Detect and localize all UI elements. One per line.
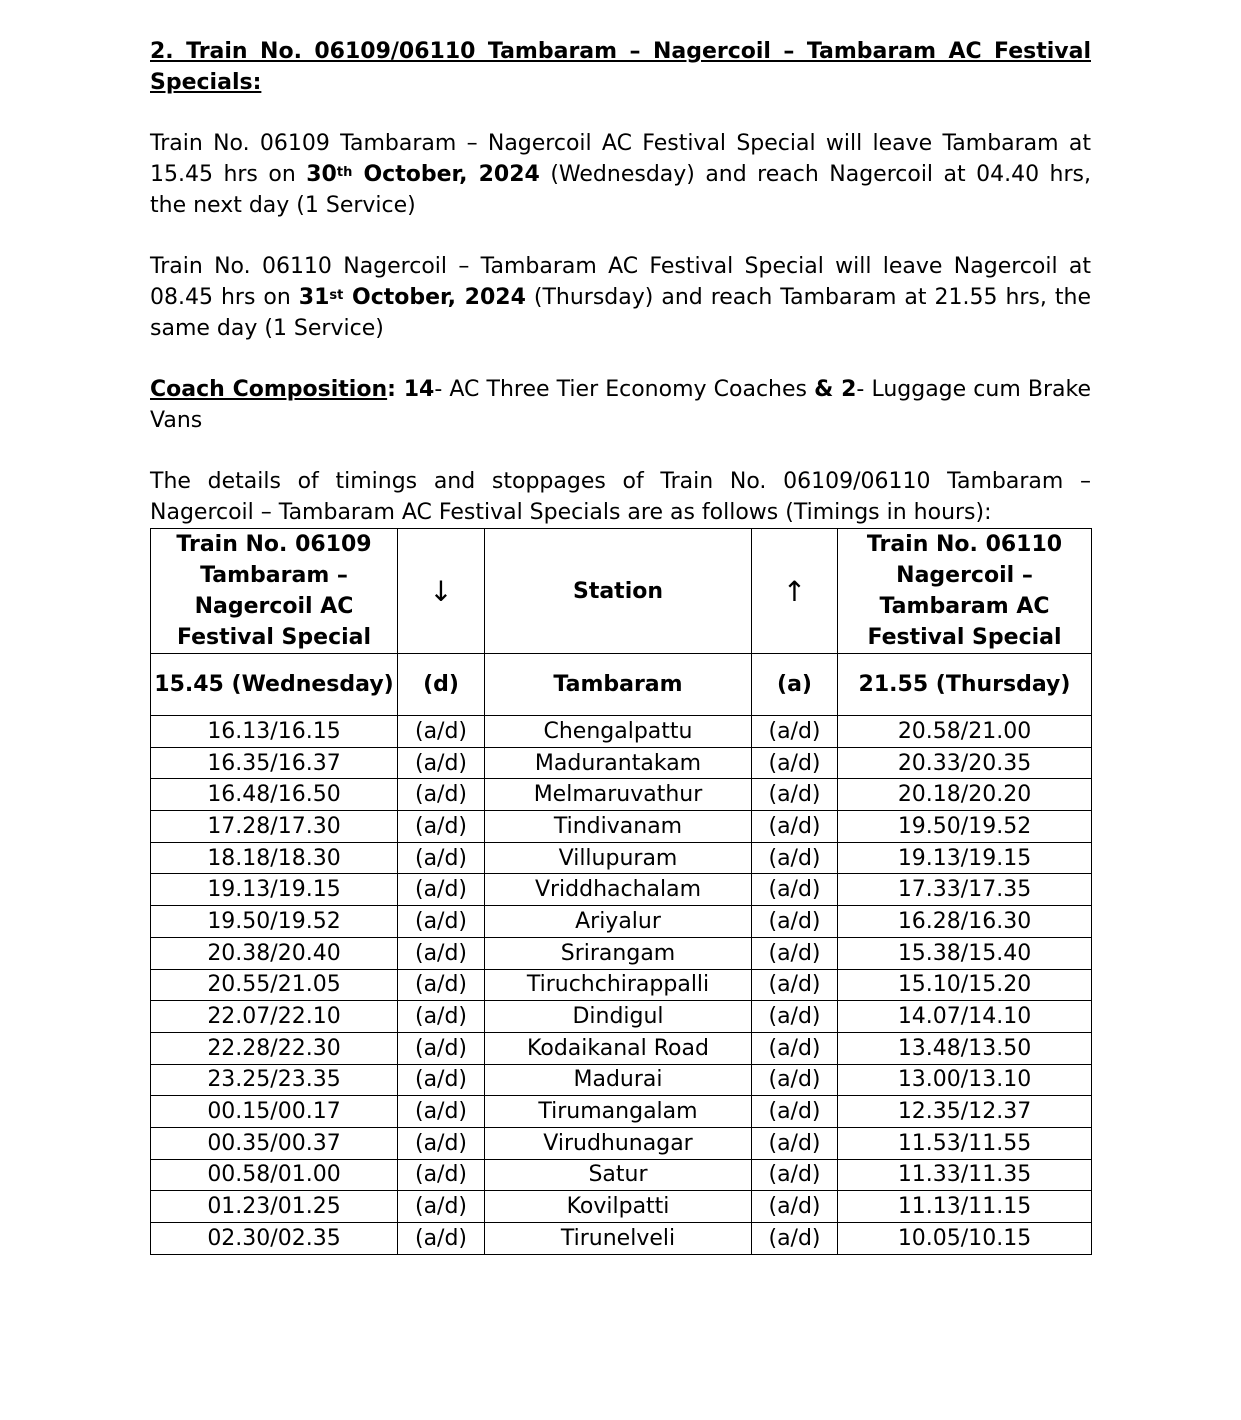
header-06110: Train No. 06110 Nagercoil – Tambaram AC Festival Special bbox=[838, 529, 1092, 654]
down-code: (a/d) bbox=[398, 1127, 485, 1159]
down-time: 00.35/00.37 bbox=[151, 1127, 398, 1159]
station-name: Kodaikanal Road bbox=[485, 1032, 752, 1064]
table-row bbox=[151, 811, 1092, 843]
up-code: (a/d) bbox=[752, 842, 838, 874]
up-code: (a/d) bbox=[752, 1032, 838, 1064]
down-time: 16.13/16.15 bbox=[151, 716, 398, 748]
paragraph-06109-text: Train No. 06109 Tambaram – Nagercoil AC Festival Special will leave Tambaram at 15.45 hrs on bbox=[150, 131, 1091, 187]
up-code: (a/d) bbox=[752, 906, 838, 938]
up-time: 20.33/20.35 bbox=[838, 747, 1092, 779]
table-row bbox=[151, 747, 1092, 779]
paragraph-06109-date bbox=[306, 162, 540, 187]
station-name: Melmaruvathur bbox=[485, 779, 752, 811]
station-name: Chengalpattu bbox=[485, 716, 752, 748]
origin-acode: (a) bbox=[752, 654, 838, 716]
table-row bbox=[151, 1096, 1092, 1128]
header-station: Station bbox=[485, 529, 752, 654]
up-code: (a/d) bbox=[752, 1096, 838, 1128]
up-time: 15.10/15.20 bbox=[838, 969, 1092, 1001]
down-code: (a/d) bbox=[398, 937, 485, 969]
date-suffix: st bbox=[329, 288, 344, 303]
up-code: (a/d) bbox=[752, 1191, 838, 1223]
up-time: 17.33/17.35 bbox=[838, 874, 1092, 906]
coach-composition-label: Coach Composition bbox=[150, 377, 388, 402]
date-suffix: th bbox=[336, 165, 353, 180]
coach-lug-text: - Luggage cum Brake Vans bbox=[150, 377, 1091, 433]
down-code: (a/d) bbox=[398, 811, 485, 843]
down-time: 02.30/02.35 bbox=[151, 1223, 398, 1255]
down-time: 16.48/16.50 bbox=[151, 779, 398, 811]
table-row bbox=[151, 1032, 1092, 1064]
down-time: 17.28/17.30 bbox=[151, 811, 398, 843]
coach-count-lug: & 2 bbox=[814, 377, 857, 402]
up-time: 20.18/20.20 bbox=[838, 779, 1092, 811]
header-06109: Train No. 06109 Tambaram – Nagercoil AC Festival Special bbox=[151, 529, 398, 654]
down-time: 19.13/19.15 bbox=[151, 874, 398, 906]
station-name: Tirumangalam bbox=[485, 1096, 752, 1128]
down-code: (a/d) bbox=[398, 1001, 485, 1033]
down-code: (a/d) bbox=[398, 779, 485, 811]
down-time: 20.38/20.40 bbox=[151, 937, 398, 969]
table-row bbox=[151, 1064, 1092, 1096]
coach-ac-text: - AC Three Tier Economy Coaches bbox=[434, 377, 815, 402]
paragraph-06110-rest: (Thursday) and reach Tambaram at 21.55 hrs, the same day (1 Service) bbox=[150, 285, 1091, 341]
down-code: (a/d) bbox=[398, 969, 485, 1001]
date-number: 30 bbox=[306, 162, 337, 187]
up-code: (a/d) bbox=[752, 716, 838, 748]
paragraph-06109-rest: (Wednesday) and reach Nagercoil at 04.40 hrs, the next day (1 Service) bbox=[150, 162, 1091, 218]
up-code: (a/d) bbox=[752, 937, 838, 969]
station-name: Dindigul bbox=[485, 1001, 752, 1033]
table-header-row bbox=[151, 529, 1092, 654]
down-arrow-icon: ↓ bbox=[398, 529, 485, 654]
up-time: 15.38/15.40 bbox=[838, 937, 1092, 969]
station-name: Villupuram bbox=[485, 842, 752, 874]
station-name: Tirunelveli bbox=[485, 1223, 752, 1255]
down-time: 22.28/22.30 bbox=[151, 1032, 398, 1064]
down-code: (a/d) bbox=[398, 842, 485, 874]
paragraph-06110 bbox=[150, 251, 1091, 344]
paragraph-06109 bbox=[150, 128, 1091, 221]
down-time: 19.50/19.52 bbox=[151, 906, 398, 938]
down-code: (a/d) bbox=[398, 906, 485, 938]
details-intro: The details of timings and stoppages of Train No. 06109/06110 Tambaram – Nagercoil – Tambaram AC Festival Specials are as follows (Timings in hours): bbox=[150, 469, 1091, 525]
station-name: Srirangam bbox=[485, 937, 752, 969]
station-name: Tiruchchirappalli bbox=[485, 969, 752, 1001]
document-body bbox=[150, 36, 1091, 1255]
table-row bbox=[151, 779, 1092, 811]
table-row bbox=[151, 1127, 1092, 1159]
table-row bbox=[151, 937, 1092, 969]
down-time: 22.07/22.10 bbox=[151, 1001, 398, 1033]
up-code: (a/d) bbox=[752, 874, 838, 906]
date-month-year: October, 2024 bbox=[343, 285, 526, 310]
station-name: Virudhunagar bbox=[485, 1127, 752, 1159]
origin-arrival: 21.55 (Thursday) bbox=[838, 654, 1092, 716]
table-row bbox=[151, 1223, 1092, 1255]
down-time: 18.18/18.30 bbox=[151, 842, 398, 874]
up-time: 11.33/11.35 bbox=[838, 1159, 1092, 1191]
up-code: (a/d) bbox=[752, 1064, 838, 1096]
coach-composition-colon: : bbox=[387, 377, 396, 402]
up-time: 12.35/12.37 bbox=[838, 1096, 1092, 1128]
station-name: Madurantakam bbox=[485, 747, 752, 779]
down-time: 20.55/21.05 bbox=[151, 969, 398, 1001]
up-time: 10.05/10.15 bbox=[838, 1223, 1092, 1255]
up-time: 20.58/21.00 bbox=[838, 716, 1092, 748]
up-code: (a/d) bbox=[752, 1127, 838, 1159]
down-time: 00.58/01.00 bbox=[151, 1159, 398, 1191]
table-row bbox=[151, 969, 1092, 1001]
date-month-year: October, 2024 bbox=[352, 162, 540, 187]
section-heading: 2. Train No. 06109/06110 Tambaram – Nagercoil – Tambaram AC Festival Specials: bbox=[150, 39, 1091, 95]
down-code: (a/d) bbox=[398, 1159, 485, 1191]
down-code: (a/d) bbox=[398, 1032, 485, 1064]
up-code: (a/d) bbox=[752, 747, 838, 779]
up-code: (a/d) bbox=[752, 1223, 838, 1255]
station-name: Satur bbox=[485, 1159, 752, 1191]
up-time: 16.28/16.30 bbox=[838, 906, 1092, 938]
station-name: Ariyalur bbox=[485, 906, 752, 938]
date-number: 31 bbox=[298, 285, 330, 310]
up-code: (a/d) bbox=[752, 779, 838, 811]
up-code: (a/d) bbox=[752, 1001, 838, 1033]
paragraph-06110-text: Train No. 06110 Nagercoil – Tambaram AC Festival Special will leave Nagercoil at 08.45 hrs on bbox=[150, 254, 1091, 310]
down-code: (a/d) bbox=[398, 1191, 485, 1223]
table-row bbox=[151, 716, 1092, 748]
down-code: (a/d) bbox=[398, 874, 485, 906]
up-code: (a/d) bbox=[752, 969, 838, 1001]
station-name: Kovilpatti bbox=[485, 1191, 752, 1223]
origin-departure: 15.45 (Wednesday) bbox=[151, 654, 398, 716]
table-row bbox=[151, 842, 1092, 874]
timings-table bbox=[150, 528, 1092, 1255]
down-code: (a/d) bbox=[398, 1223, 485, 1255]
origin-dcode: (d) bbox=[398, 654, 485, 716]
up-time: 19.13/19.15 bbox=[838, 842, 1092, 874]
up-time: 11.13/11.15 bbox=[838, 1191, 1092, 1223]
table-row bbox=[151, 1001, 1092, 1033]
table-row bbox=[151, 874, 1092, 906]
coach-count-ac: 14 bbox=[395, 377, 435, 402]
coach-composition bbox=[150, 374, 1091, 436]
up-code: (a/d) bbox=[752, 1159, 838, 1191]
up-time: 19.50/19.52 bbox=[838, 811, 1092, 843]
down-time: 00.15/00.17 bbox=[151, 1096, 398, 1128]
down-code: (a/d) bbox=[398, 1064, 485, 1096]
paragraph-06110-date bbox=[299, 285, 526, 310]
up-time: 11.53/11.55 bbox=[838, 1127, 1092, 1159]
origin-row bbox=[151, 654, 1092, 716]
up-code: (a/d) bbox=[752, 811, 838, 843]
up-arrow-icon: ↑ bbox=[752, 529, 838, 654]
down-time: 23.25/23.35 bbox=[151, 1064, 398, 1096]
down-code: (a/d) bbox=[398, 747, 485, 779]
down-time: 01.23/01.25 bbox=[151, 1191, 398, 1223]
origin-station: Tambaram bbox=[485, 654, 752, 716]
down-time: 16.35/16.37 bbox=[151, 747, 398, 779]
station-name: Madurai bbox=[485, 1064, 752, 1096]
table-row bbox=[151, 906, 1092, 938]
up-time: 13.48/13.50 bbox=[838, 1032, 1092, 1064]
table-row bbox=[151, 1191, 1092, 1223]
up-time: 13.00/13.10 bbox=[838, 1064, 1092, 1096]
station-name: Tindivanam bbox=[485, 811, 752, 843]
up-time: 14.07/14.10 bbox=[838, 1001, 1092, 1033]
station-name: Vriddhachalam bbox=[485, 874, 752, 906]
table-row bbox=[151, 1159, 1092, 1191]
down-code: (a/d) bbox=[398, 716, 485, 748]
down-code: (a/d) bbox=[398, 1096, 485, 1128]
